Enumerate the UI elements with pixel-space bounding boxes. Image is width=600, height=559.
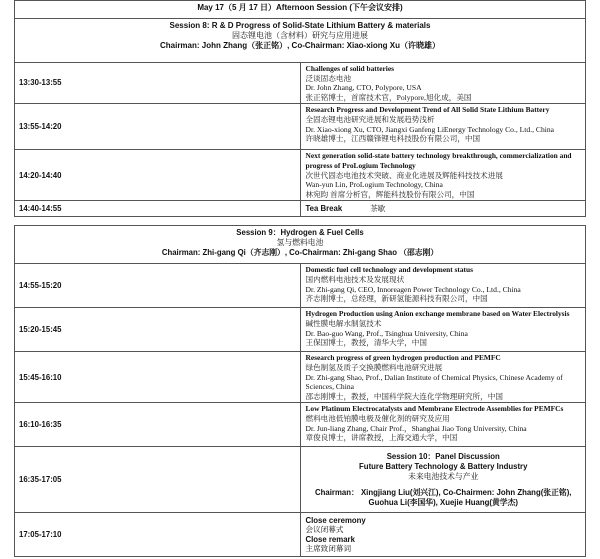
closing-details — [300, 513, 586, 557]
session8-title-cn: 固态锂电池（含材料）研究与应用进展 — [232, 31, 368, 40]
talk-speaker: Dr. Bao-guo Wang, Prof., Tsinghua University, China — [305, 328, 468, 338]
table-row — [15, 264, 586, 308]
close-ceremony-cn: 会议闭幕式 — [305, 525, 344, 535]
session8-table — [14, 0, 586, 217]
session9-title-cn: 氢与燃料电池 — [276, 238, 324, 248]
talk-title: Next generation solid-state battery technology breakthrough, commercialization and progress of ProLogium Technology — [305, 151, 572, 170]
close-remark: Close remark — [305, 534, 355, 544]
talk-details — [300, 352, 586, 403]
closing-row — [15, 513, 586, 557]
talk-speaker-cn: 张正铭博士，首席技术官，Polypore,旭化成，美国 — [305, 92, 472, 102]
tea-break-row — [15, 201, 586, 217]
panel-details — [300, 447, 586, 513]
talk-title-cn: 次世代固态电池技术突破、商业化进展及辉能科技技术进展 — [305, 170, 503, 180]
closing-time: 17:05-17:10 — [15, 513, 301, 557]
talk-details — [300, 104, 586, 150]
talk-time: 14:20-14:40 — [15, 150, 301, 201]
talk-time: 13:55-14:20 — [15, 104, 301, 150]
talk-title-cn: 绿色制氢及质子交换膜燃料电池研究进展 — [305, 362, 443, 372]
panel-row — [15, 447, 586, 513]
session9-chairs: Chairman: Zhi-gang Qi（齐志刚）, Co-Chairman: Zhi-gang Shao （邵志刚） — [161, 248, 439, 258]
talk-speaker-cn: 章俊良博士，讲席教授，上海交通大学，中国 — [305, 433, 458, 443]
talk-title: Hydrogen Production using Anion exchange membrane based on Water Electrolysis — [305, 309, 570, 319]
talk-title: Domestic fuel cell technology and development status — [305, 265, 474, 275]
talk-time: 14:55-15:20 — [15, 264, 301, 308]
talk-title: Research progress of green hydrogen production and PEMFC — [305, 353, 501, 363]
talk-speaker-cn: 林宛昀 首席分析官，辉能科技股份有限公司，中国 — [305, 189, 475, 199]
day-header: May 17（5 月 17 日）Afternoon Session (下午会议安排) — [15, 1, 586, 19]
talk-speaker: Dr. Zhi-gang Qi, CEO, Innoreagen Power Technology Co., Ltd., China — [305, 284, 521, 294]
talk-title-cn: 泛谈固态电池 — [305, 73, 352, 83]
talk-details — [300, 63, 586, 104]
break-label-cn: 茶歇 — [370, 204, 386, 214]
talk-speaker-cn: 齐志刚博士，总经理，新研氢能源科技有限公司，中国 — [305, 294, 488, 304]
talk-time: 13:30-13:55 — [15, 63, 301, 104]
table-row — [15, 403, 586, 447]
table-row — [15, 104, 586, 150]
panel-title: Future Battery Technology & Battery Industry — [359, 461, 528, 471]
talk-details — [300, 403, 586, 447]
panel-title-cn: 未来电池技术与产业 — [408, 471, 479, 481]
talk-title: Research Progress and Development Trend of All Solid State Lithium Battery — [305, 105, 550, 115]
close-ceremony: Close ceremony — [305, 515, 366, 525]
talk-speaker: Dr. Jun-liang Zhang, Chair Prof.，Shanghai Jiao Tong University, China — [305, 423, 527, 433]
talk-details — [300, 308, 586, 352]
talk-speaker-cn: 邵志刚博士，教授，中国科学院大连化学物理研究所，中国 — [305, 391, 503, 401]
talk-title-cn: 碱性膜电解水制氢技术 — [305, 318, 382, 328]
table-gap — [14, 217, 586, 225]
talk-speaker: Dr. Xiao-xiong Xu, CTO, Jiangxi Ganfeng LiEnergy Technology Co., Ltd., China — [305, 124, 555, 134]
talk-title-cn: 国内燃料电池技术及发展现状 — [305, 274, 405, 284]
session8-header — [15, 19, 586, 63]
panel-session: Session 10：Panel Discussion — [386, 451, 500, 461]
table-row — [15, 308, 586, 352]
agenda-page — [14, 0, 586, 557]
talk-title-cn: 全固态锂电池研究进展和发展趋势浅析 — [305, 114, 435, 124]
talk-speaker-cn: 许晓雄博士，江西赣锋锂电科技股份有限公司，中国 — [305, 134, 481, 144]
talk-speaker: Dr. Zhi-gang Shao, Prof., Dalian Institute of Chemical Physics, Chinese Academy of Sciences, China — [305, 372, 563, 392]
talk-time: 15:20-15:45 — [15, 308, 301, 352]
talk-time: 16:10-16:35 — [15, 403, 301, 447]
panel-chairs: Chairman： Xingjiang Liu(刘兴江), Co-Chairmen: John Zhang(张正铭), Guohua Li(李国华), Xuejie Huang(黄学杰) — [315, 487, 572, 507]
table-row — [15, 352, 586, 403]
talk-speaker: Wan-yun Lin, ProLogium Technology, China — [305, 180, 443, 190]
break-details — [300, 201, 586, 217]
talk-title-cn: 燃料电池低铂膜电极及催化剂的研究及应用 — [305, 413, 450, 423]
talk-title: Low Platinum Electrocatalysts and Membrane Electrode Assemblies for PEMFCs — [305, 404, 564, 414]
talk-details — [300, 264, 586, 308]
table-row — [15, 150, 586, 201]
break-label: Tea Break — [305, 204, 343, 214]
session8-chairs: Chairman: John Zhang（张正铭）, Co-Chairman: Xiao-xiong Xu（许晓雄） — [159, 41, 440, 50]
session9-title: Session 9：Hydrogen & Fuel Cells — [236, 228, 364, 238]
session8-title: Session 8: R & D Progress of Solid-State Lithium Battery & materials — [169, 21, 431, 30]
session9-table — [14, 225, 586, 557]
session9-header — [15, 226, 586, 264]
talk-time: 15:45-16:10 — [15, 352, 301, 403]
panel-time: 16:35-17:05 — [15, 447, 301, 513]
talk-title: Challenges of solid batteries — [305, 64, 394, 73]
talk-details — [300, 150, 586, 201]
talk-speaker-cn: 王保国博士，教授，清华大学，中国 — [305, 338, 427, 348]
close-remark-cn: 主席致闭幕词 — [305, 544, 352, 554]
table-row — [15, 63, 586, 104]
talk-speaker: Dr. John Zhang, CTO, Polypore, USA — [305, 83, 422, 93]
break-time: 14:40-14:55 — [15, 201, 301, 217]
